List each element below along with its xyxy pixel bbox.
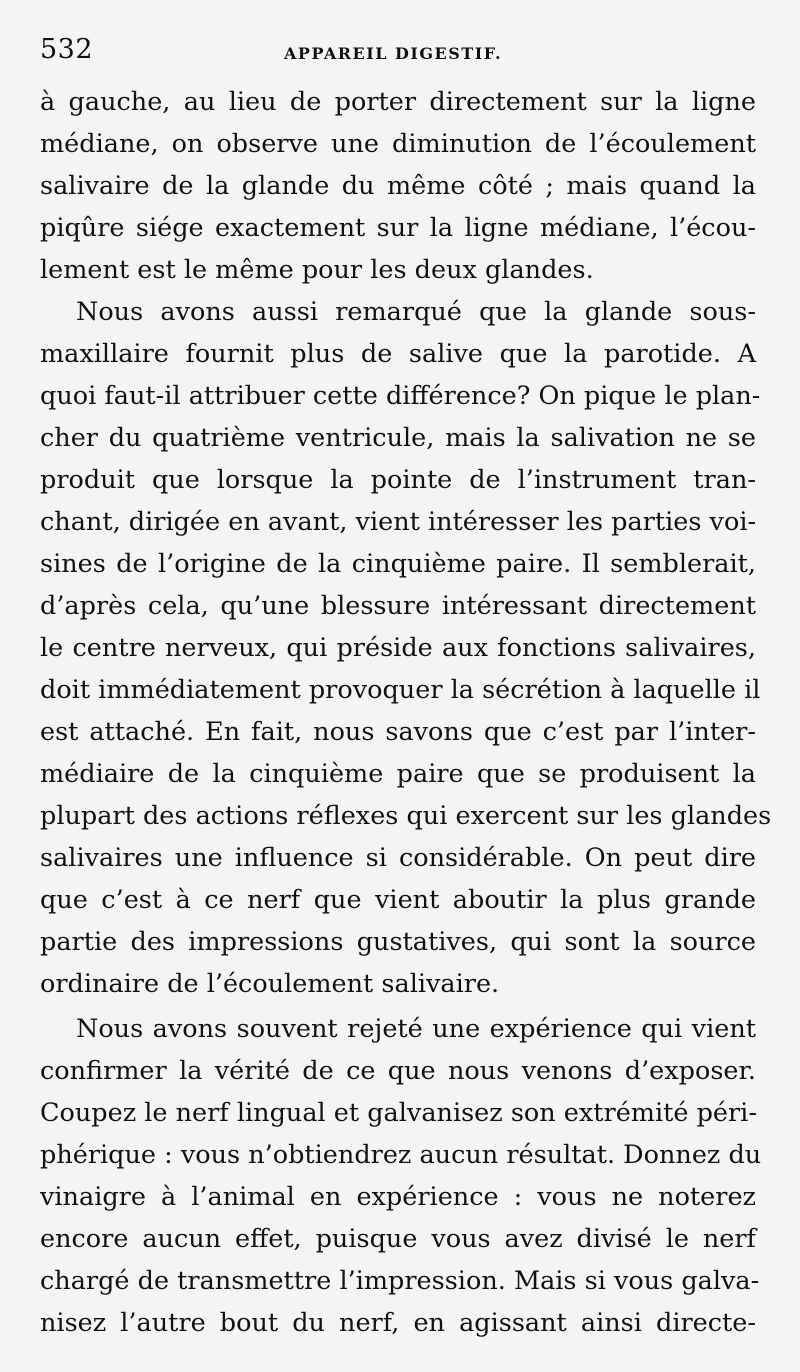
text-line: produit que lorsque la pointe de l’instrument tran- [40, 465, 756, 495]
page-header [40, 34, 755, 74]
text-line: Coupez le nerf lingual et galvanisez son extrémité péri- [40, 1098, 757, 1128]
page-number: 532 [40, 34, 94, 65]
text-line: phérique : vous n’obtiendrez aucun résultat. Donnez du [40, 1140, 762, 1170]
text-line: quoi faut-il attribuer cette différence? On pique le plan- [40, 381, 761, 411]
text-line: cher du quatrième ventricule, mais la salivation ne se [40, 423, 756, 453]
text-line: est attaché. En fait, nous savons que c’est par l’inter- [40, 717, 756, 747]
paragraph-2 [40, 291, 772, 1005]
running-head: APPAREIL DIGESTIF. [284, 44, 503, 63]
text-line: piqûre siége exactement sur la ligne médiane, l’écou- [40, 213, 756, 243]
text-line: médiaire de la cinquième paire que se produisent la [40, 759, 756, 789]
body-text [40, 81, 772, 1344]
text-line: ordinaire de l’écoulement salivaire. [40, 969, 500, 999]
text-line: vinaigre à l’animal en expérience : vous ne noterez [40, 1182, 756, 1212]
text-line: que c’est à ce nerf que vient aboutir la plus grande [40, 885, 756, 915]
text-line: médiane, on observe une diminution de l’écoulement [40, 129, 756, 159]
text-line: maxillaire fournit plus de salive que la parotide. A [40, 339, 756, 369]
text-line: partie des impressions gustatives, qui sont la source [40, 927, 756, 957]
text-line: d’après cela, qu’une blessure intéressant directement [40, 591, 756, 621]
text-line: chargé de transmettre l’impression. Mais si vous galva- [40, 1266, 760, 1296]
text-line: salivaires une influence si considérable. On peut dire [40, 843, 756, 873]
text-line: chant, dirigée en avant, vient intéresser les parties voi- [40, 507, 757, 537]
text-line: Nous avons souvent rejeté une expérience qui vient [76, 1014, 756, 1044]
text-line: salivaire de la glande du même côté ; mais quand la [40, 171, 756, 201]
text-line: doit immédiatement provoquer la sécrétion à laquelle il [40, 675, 761, 705]
text-line: lement est le même pour les deux glandes. [40, 255, 594, 285]
text-line: encore aucun effet, puisque vous avez divisé le nerf [40, 1224, 756, 1254]
text-line: le centre nerveux, qui préside aux fonctions salivaires, [40, 633, 756, 663]
text-line: sines de l’origine de la cinquième paire. Il semblerait, [40, 549, 756, 579]
text-line: nisez l’autre bout du nerf, en agissant ainsi directe- [40, 1308, 756, 1338]
text-line: à gauche, au lieu de porter directement sur la ligne [40, 87, 756, 117]
text-line: confirmer la vérité de ce que nous venons d’exposer. [40, 1056, 756, 1086]
text-line: plupart des actions réflexes qui exercent sur les glandes [40, 801, 772, 831]
text-line: Nous avons aussi remarqué que la glande sous- [76, 297, 756, 327]
paragraph-3 [40, 1008, 762, 1344]
paragraph-1 [40, 81, 756, 291]
